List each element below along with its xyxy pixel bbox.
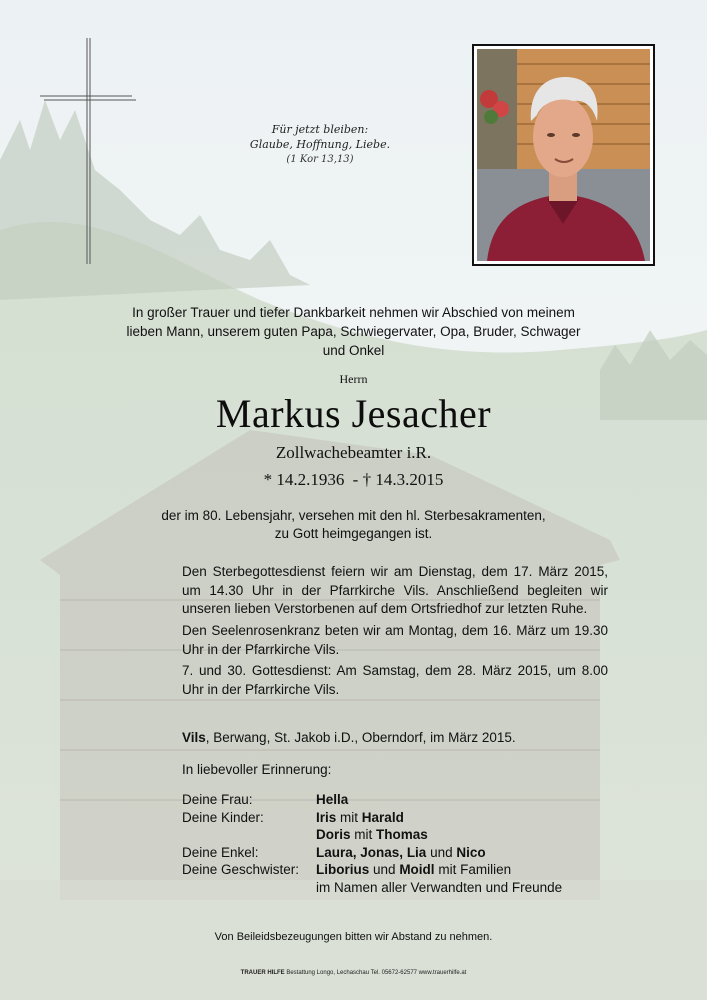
portrait-photo (472, 44, 655, 266)
family-row-children-2 (182, 826, 562, 844)
siblings-rest: mit Familien (438, 862, 512, 877)
child2-name: Doris (316, 827, 351, 842)
grandchildren-1: Laura, Jonas, (316, 844, 404, 860)
family-list (182, 791, 562, 896)
grandchildren-2: Lia (406, 844, 427, 860)
deceased-title: Zollwachebeamter i.R. (275, 443, 432, 462)
birth-date: * 14.2.1936 (263, 470, 345, 489)
footer (0, 970, 707, 976)
death-text: der im 80. Lebensjahr, versehen mit den hl. Sterbesakramenten, zu Gott heimgegangen ist. (161, 508, 546, 541)
footer-info: Bestattung Longo, Lechaschau Tel. 05672-62577 www.trauerhilfe.at (286, 970, 467, 976)
cross-icon (40, 38, 136, 268)
town-name: Vils (182, 730, 206, 745)
place-and-date (182, 730, 516, 745)
death-date: - † 14.3.2015 (352, 470, 444, 489)
family-row-children (182, 809, 562, 827)
verse-reference: (1 Kor 13,13) (286, 154, 354, 165)
grandchildren-3: Nico (456, 844, 486, 860)
child1-partner: Harald (361, 809, 404, 825)
child2-with: mit (354, 827, 373, 842)
verse-line-1: Für jetzt bleiben: (271, 123, 369, 136)
child1-name: Iris (316, 809, 337, 825)
condolences-note: Von Beileidsbezeugungen bitten wir Abstand zu nehmen. (214, 931, 493, 943)
family-row-wife (182, 791, 562, 809)
sibling1-name: Liborius (316, 862, 370, 877)
grandchildren-label: Deine Enkel: (182, 844, 259, 860)
grandchildren-and: und (430, 844, 453, 860)
child1-with: mit (340, 809, 359, 825)
footer-brand: TRAUER HILFE (240, 970, 285, 976)
children-label: Deine Kinder: (182, 809, 264, 825)
wife-label: Deine Frau: (182, 792, 253, 807)
funeral-service-paragraph: Den Sterbegottesdienst feiern wir am Dienstag, dem 17. März 2015, um 14.30 Uhr in der Pfarrkirche Vils. Anschließend begleiten wir unseren lieben Verstorbenen auf dem Ortsfriedhof zur letzten Ruhe. (182, 564, 608, 616)
verse-line-2: Glaube, Hoffnung, Liebe. (249, 138, 391, 151)
wife-name: Hella (316, 792, 349, 807)
memorial-service-paragraph: 7. und 30. Gottesdienst: Am Samstag, dem 28. März 2015, um 8.00 Uhr in der Pfarrkirche Vils. (182, 663, 608, 697)
siblings-and: und (373, 862, 396, 877)
bible-verse (235, 122, 405, 167)
deceased-name: Markus Jesacher (215, 391, 492, 436)
child2-partner: Thomas (376, 827, 428, 842)
sibling2-name: Moidl (399, 862, 435, 877)
relatives-text: im Namen aller Verwandten und Freunde (316, 879, 563, 895)
rosary-paragraph: Den Seelenrosenkranz beten wir am Montag, dem 16. März um 19.30 Uhr in der Pfarrkirche Vils. (182, 623, 608, 657)
family-row-grandchildren (182, 844, 562, 862)
intro-text: In großer Trauer und tiefer Dankbarkeit nehmen wir Abschied von meinem lieben Mann, unserem guten Papa, Schwiegervater, Opa, Bruder, Schwager und Onkel (126, 305, 581, 358)
salutation: Herrn (339, 372, 368, 386)
family-row-relatives (182, 879, 562, 897)
life-dates (0, 470, 707, 490)
place-rest: , Berwang, St. Jakob i.D., Oberndorf, im März 2015. (205, 730, 516, 745)
siblings-label: Deine Geschwister: (182, 862, 300, 877)
memory-heading: In liebevoller Erinnerung: (182, 762, 332, 777)
family-row-siblings (182, 861, 562, 879)
